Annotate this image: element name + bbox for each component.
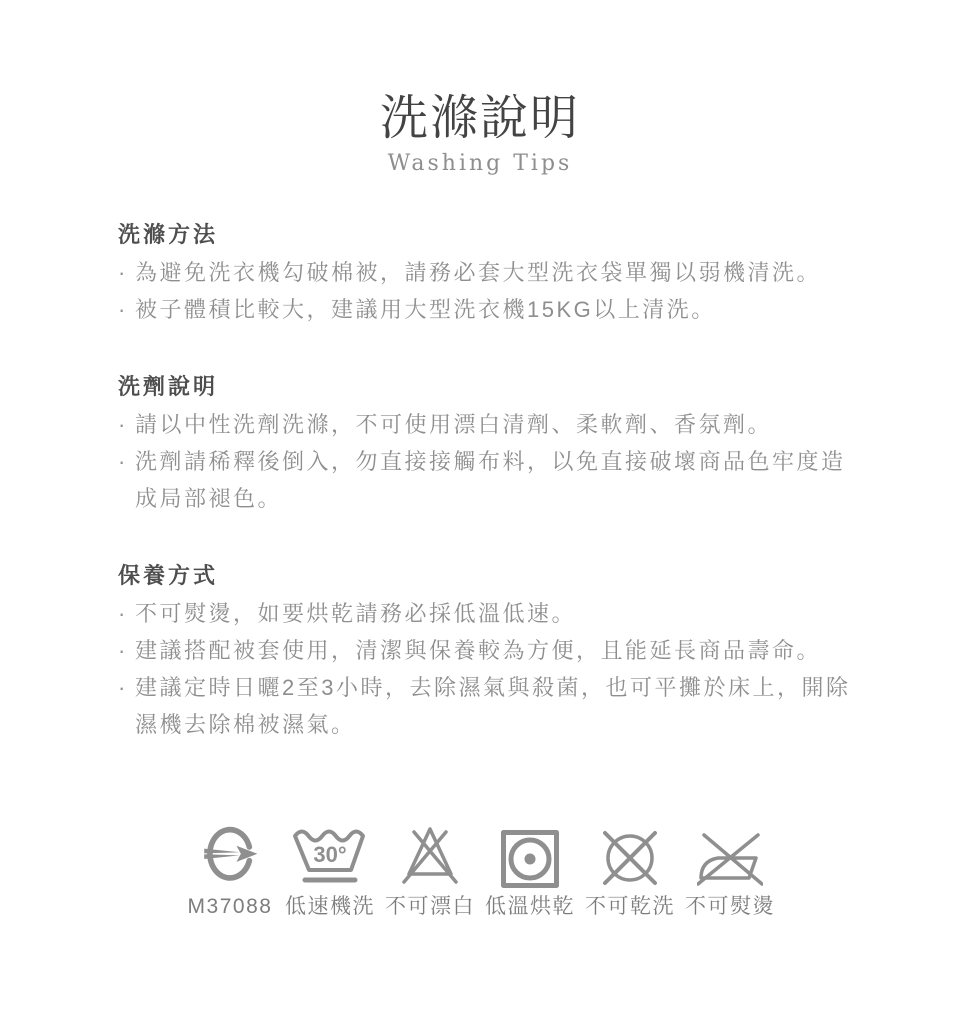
bullet-dot: ·: [118, 449, 128, 474]
bullet-text: 不可熨燙，如要烘乾請務必採低溫低速。: [135, 601, 577, 626]
section-heading: 洗劑說明: [118, 374, 219, 399]
care-label: 低速機洗: [285, 895, 375, 918]
care-item-no-dryclean: [584, 818, 676, 919]
do-not-dryclean-icon: [599, 826, 661, 888]
page-subtitle: Washing Tips: [387, 151, 573, 176]
bullet-item: [118, 595, 864, 632]
section-washing-method: [118, 220, 864, 328]
bullet-text: 建議搭配被套使用，清潔與保養較為方便，且能延長商品壽命。: [135, 638, 822, 663]
bullet-dot: ·: [118, 675, 128, 700]
care-item-no-bleach: [384, 818, 476, 919]
bullet-text: 建議定時日曬2至3小時，去除濕氣與殺菌，也可平攤於床上，開除濕機去除棉被濕氣。: [135, 675, 851, 737]
bullet-list: [118, 406, 864, 517]
instructions-content: [0, 178, 960, 743]
bullet-dot: ·: [118, 601, 128, 626]
bullet-item: [118, 291, 864, 328]
bullet-text: 請以中性洗劑洗滌，不可使用漂白清劑、柔軟劑、香氛劑。: [135, 412, 773, 437]
care-item-tumble-dry: [484, 818, 576, 919]
bullet-item: [118, 406, 864, 443]
page-title: 洗滌說明: [379, 90, 580, 146]
section-heading: 保養方式: [118, 563, 219, 588]
do-not-bleach-icon: [400, 824, 460, 888]
care-symbols-row: [0, 818, 960, 919]
bullet-dot: ·: [118, 297, 128, 322]
section-detergent: [118, 372, 864, 517]
care-label: M37088: [187, 895, 273, 918]
bullet-dot: ·: [118, 638, 128, 663]
bullet-text: 為避免洗衣機勾破棉被，請務必套大型洗衣袋單獨以弱機清洗。: [135, 260, 822, 285]
section-maintenance: [118, 561, 864, 743]
bullet-list: [118, 595, 864, 743]
bullet-dot: ·: [118, 412, 128, 437]
bullet-dot: ·: [118, 260, 128, 285]
bullet-list: [118, 254, 864, 328]
care-item-certification: [184, 818, 276, 919]
care-label: 低溫烘乾: [485, 895, 575, 918]
section-heading: 洗滌方法: [118, 222, 219, 247]
bullet-text: 洗劑請稀釋後倒入，勿直接接觸布料，以免直接破壞商品色牢度造成局部褪色。: [135, 449, 846, 511]
bullet-item: [118, 443, 864, 517]
bsmi-certification-icon: [201, 818, 259, 888]
page-header: [0, 0, 960, 178]
machine-wash-30-icon: [290, 824, 370, 888]
do-not-iron-icon: [697, 830, 763, 888]
care-label: 不可乾洗: [585, 895, 675, 918]
tumble-dry-low-icon: [501, 830, 559, 888]
bullet-item: [118, 254, 864, 291]
bullet-item: [118, 632, 864, 669]
bullet-text: 被子體積比較大，建議用大型洗衣機15KG以上清洗。: [135, 297, 716, 322]
wash-temperature-label: 30°: [313, 842, 347, 867]
care-item-no-iron: [684, 818, 776, 919]
bullet-item: [118, 669, 864, 743]
care-label: 不可漂白: [385, 895, 475, 918]
care-item-machine-wash: [284, 818, 376, 919]
care-label: 不可熨燙: [685, 895, 775, 918]
